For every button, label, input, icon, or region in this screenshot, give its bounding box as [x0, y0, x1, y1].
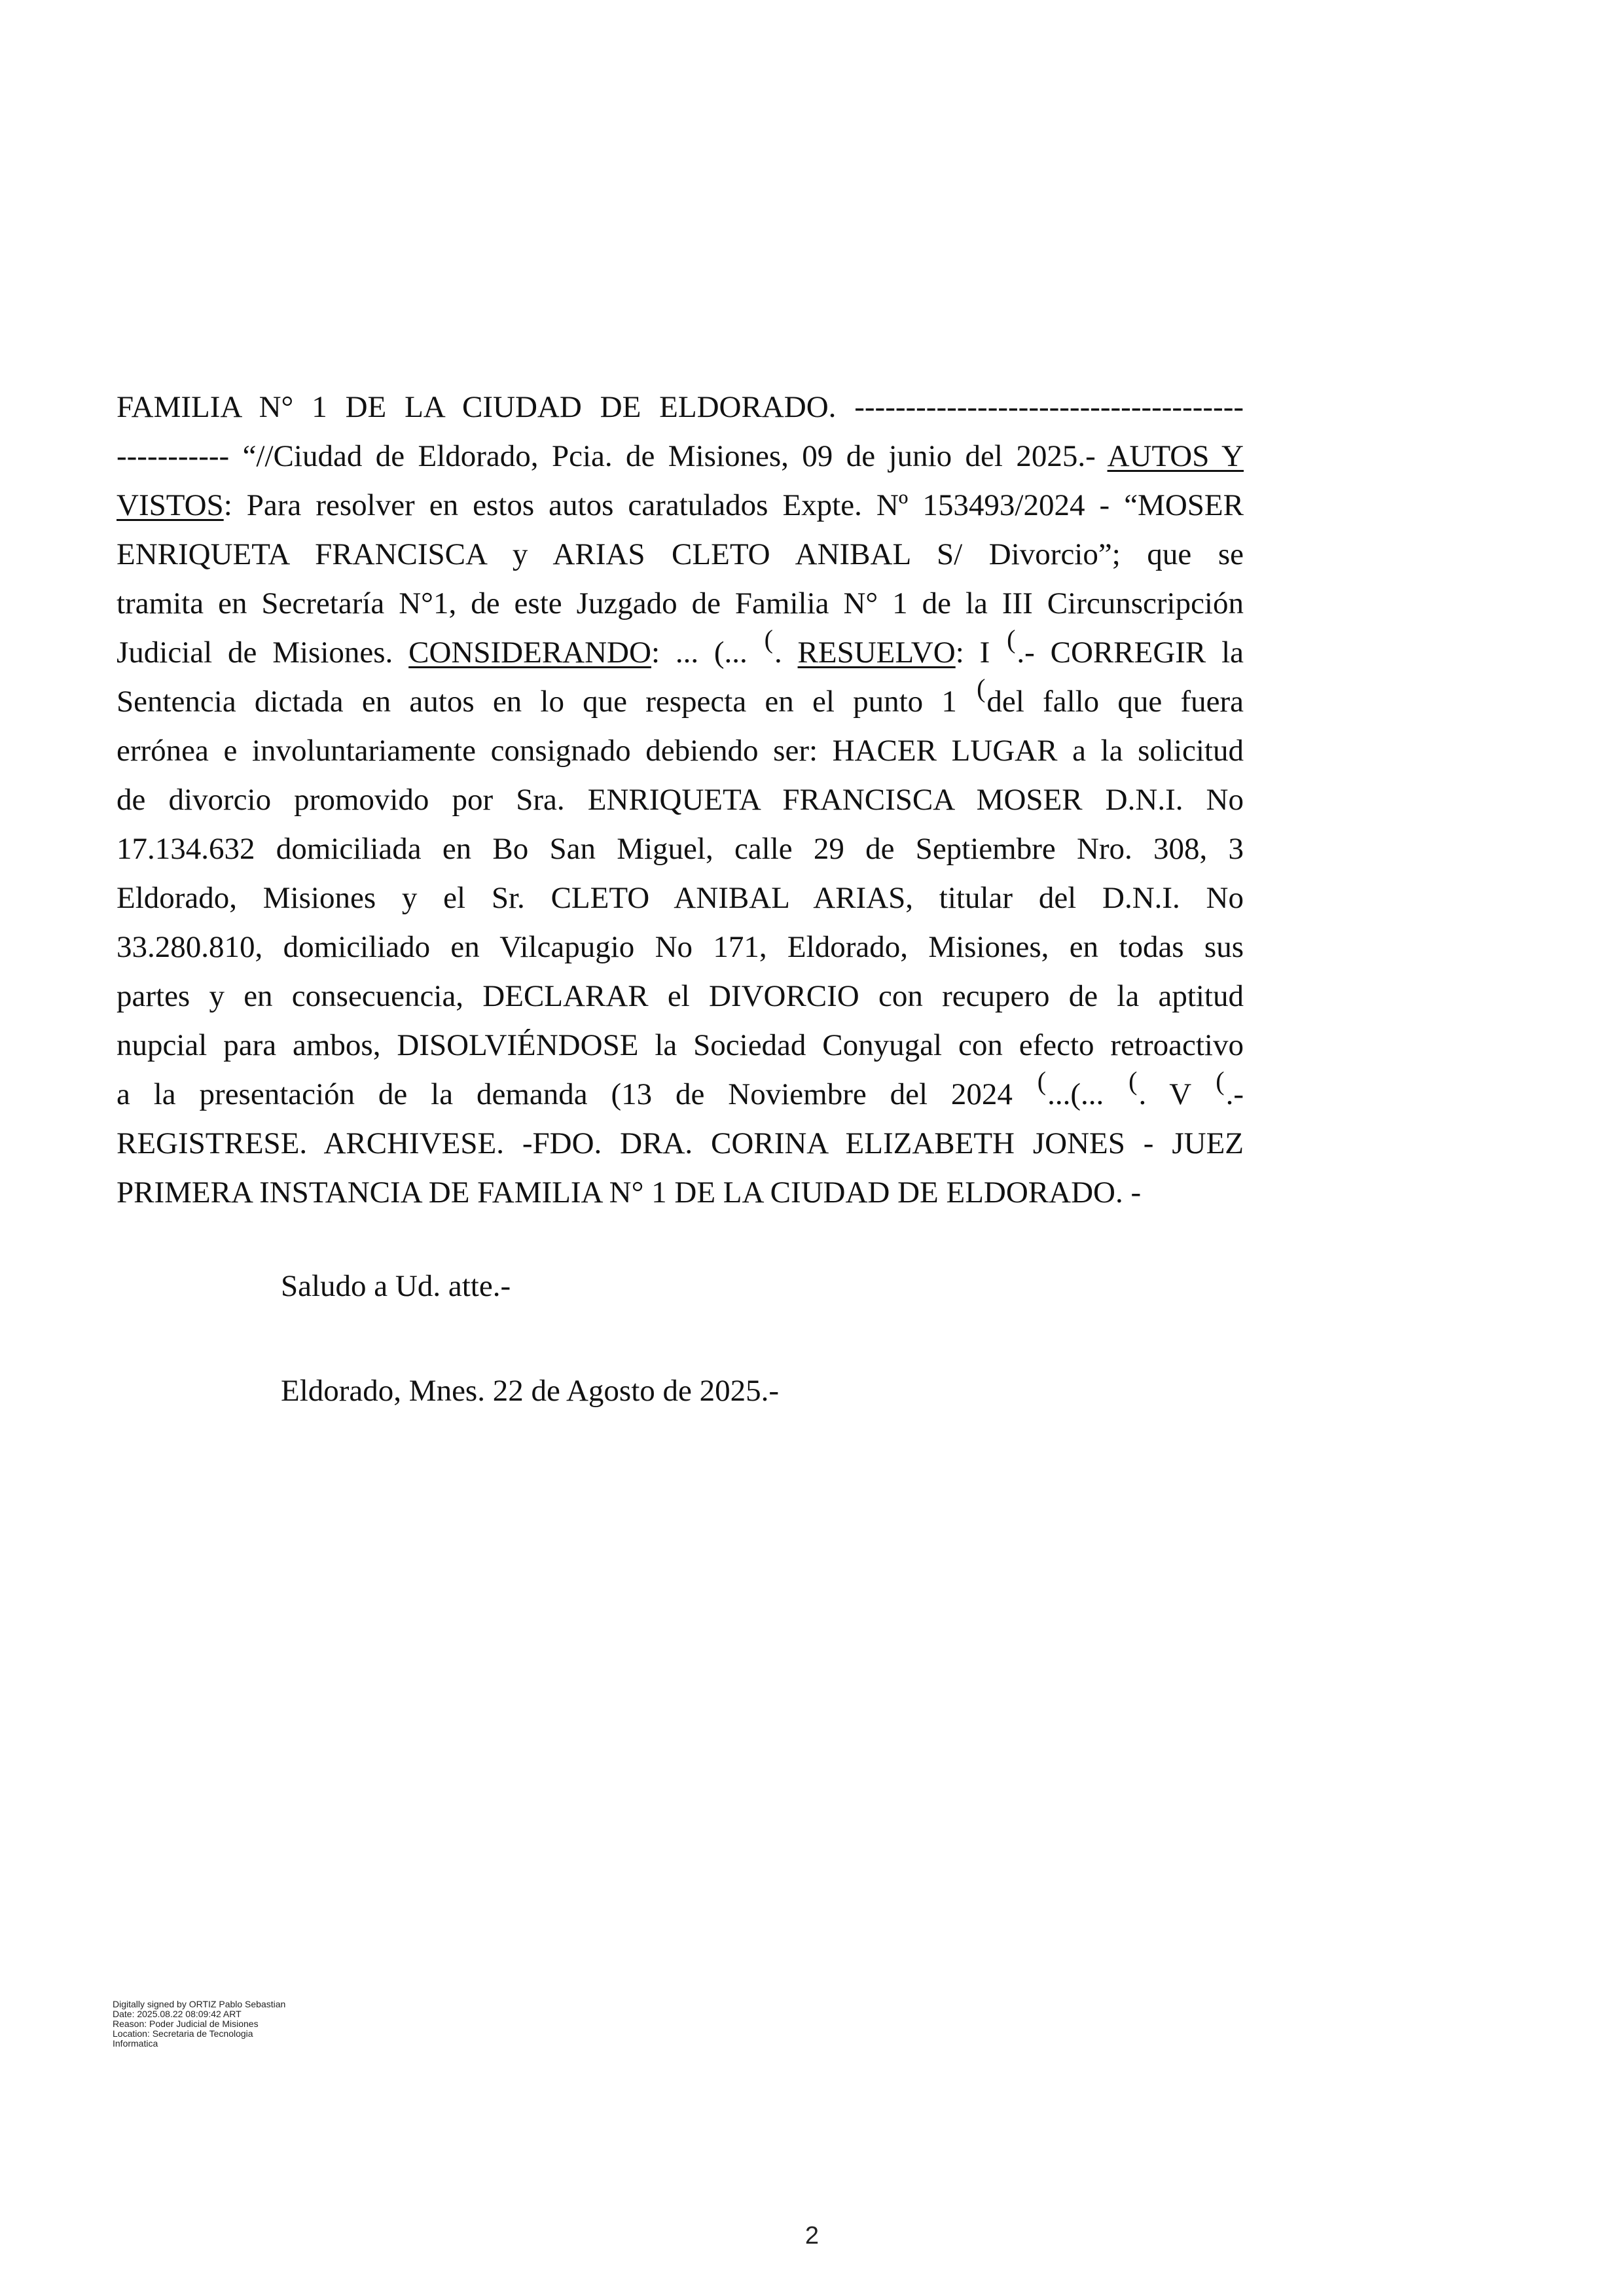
body-text-segment: de divorcio promovido por Sra. ENRIQUETA FRANCISCA MOSER D.N.I. No: [117, 783, 1244, 817]
body-text-segment: . V: [1138, 1077, 1215, 1111]
body-text-segment: a la presentación de la demanda (13 de Noviembre del 2024: [117, 1077, 1036, 1111]
body-text-segment: partes y en consecuencia, DECLARAR el DIVORCIO con recupero de la aptitud: [117, 979, 1244, 1013]
body-text-segment: FAMILIA N° 1 DE LA CIUDAD DE ELDORADO. --------------------------------------: [117, 390, 1244, 424]
elision-mark: (: [1216, 1066, 1225, 1096]
elision-mark: (: [1128, 1066, 1138, 1096]
place-and-date: Eldorado, Mnes. 22 de Agosto de 2025.-: [281, 1374, 780, 1408]
underlined-heading: VISTOS: [117, 488, 224, 522]
underlined-heading: RESUELVO: [797, 636, 956, 670]
body-line: [117, 432, 1244, 481]
closing-salute: Saludo a Ud. atte.-: [281, 1269, 511, 1303]
body-text-segment: ENRIQUETA FRANCISCA y ARIAS CLETO ANIBAL S/ Divorcio”; que se: [117, 537, 1244, 571]
body-text-segment: ----------- “//Ciudad de Eldorado, Pcia. de Misiones, 09 de junio del 2025.-: [117, 439, 1108, 473]
body-text-segment: Eldorado, Misiones y el Sr. CLETO ANIBAL ARIAS, titular del D.N.I. No: [117, 881, 1244, 915]
elision-mark: (: [764, 624, 773, 654]
body-text-segment: tramita en Secretaría N°1, de este Juzgado de Familia N° 1 de la III Circunscripción: [117, 586, 1244, 620]
body-line: [117, 530, 1244, 579]
underlined-heading: AUTOS Y: [1107, 439, 1244, 473]
body-text-segment: 17.134.632 domiciliada en Bo San Miguel, calle 29 de Septiembre Nro. 308, 3: [117, 832, 1244, 866]
body-text-segment: : ... (...: [651, 636, 763, 670]
elision-mark: (: [1037, 1066, 1047, 1096]
signature-line: Reason: Poder Judicial de Misiones: [113, 2018, 259, 2029]
body-line: [117, 726, 1244, 776]
body-text-segment: ...(...: [1047, 1077, 1128, 1111]
elision-mark: (: [1007, 624, 1016, 654]
body-text-segment: PRIMERA INSTANCIA DE FAMILIA N° 1 DE LA CIUDAD DE ELDORADO. -: [117, 1175, 1142, 1210]
body-text-segment: del fallo que fuera: [986, 685, 1244, 719]
signature-line: Date: 2025.08.22 08:09:42 ART: [113, 2009, 242, 2019]
digital-signature-stamp: [113, 2000, 285, 2049]
elision-mark: (: [977, 673, 986, 703]
body-line: [117, 1066, 1244, 1119]
signature-line: Informatica: [113, 2038, 158, 2049]
signature-line: Digitally signed by ORTIZ Pablo Sebastian: [113, 1999, 286, 2009]
body-text-segment: Judicial de Misiones.: [117, 636, 409, 670]
body-line: [117, 972, 1244, 1021]
body-line: [117, 1168, 1244, 1217]
body-text-segment: nupcial para ambos, DISOLVIÉNDOSE la Sociedad Conyugal con efecto retroactivo: [117, 1028, 1244, 1062]
body-text-segment: Sentencia dictada en autos en lo que respecta en el punto 1: [117, 685, 976, 719]
body-text-segment: : I: [955, 636, 1006, 670]
body-line: [117, 776, 1244, 825]
body-line: [117, 1119, 1244, 1168]
body-line: [117, 481, 1244, 530]
page-number: 2: [804, 2222, 820, 2250]
body-line: [117, 624, 1244, 677]
body-text-segment: .- CORREGIR la: [1017, 636, 1244, 670]
body-text-segment: REGISTRESE. ARCHIVESE. -FDO. DRA. CORINA ELIZABETH JONES - JUEZ: [117, 1126, 1244, 1160]
underlined-heading: CONSIDERANDO: [408, 636, 651, 670]
body-text-segment: : Para resolver en estos autos caratulados Expte. Nº 153493/2024 - “MOSER: [223, 488, 1244, 522]
body-line: [117, 1021, 1244, 1070]
body-line: [117, 825, 1244, 874]
body-text-segment: errónea e involuntariamente consignado debiendo ser: HACER LUGAR a la solicitud: [117, 734, 1244, 768]
body-line: [117, 673, 1244, 726]
body-text-segment: .: [774, 636, 798, 670]
body-line: [117, 923, 1244, 972]
body-line: [117, 874, 1244, 923]
resolution-body-text: [117, 383, 1244, 1217]
body-line: [117, 579, 1244, 628]
body-text-segment: 33.280.810, domiciliado en Vilcapugio No 171, Eldorado, Misiones, en todas sus: [117, 930, 1244, 964]
signature-line: Location: Secretaria de Tecnologia: [113, 2028, 253, 2039]
body-text-segment: .-: [1225, 1077, 1244, 1111]
body-line: [117, 383, 1244, 432]
